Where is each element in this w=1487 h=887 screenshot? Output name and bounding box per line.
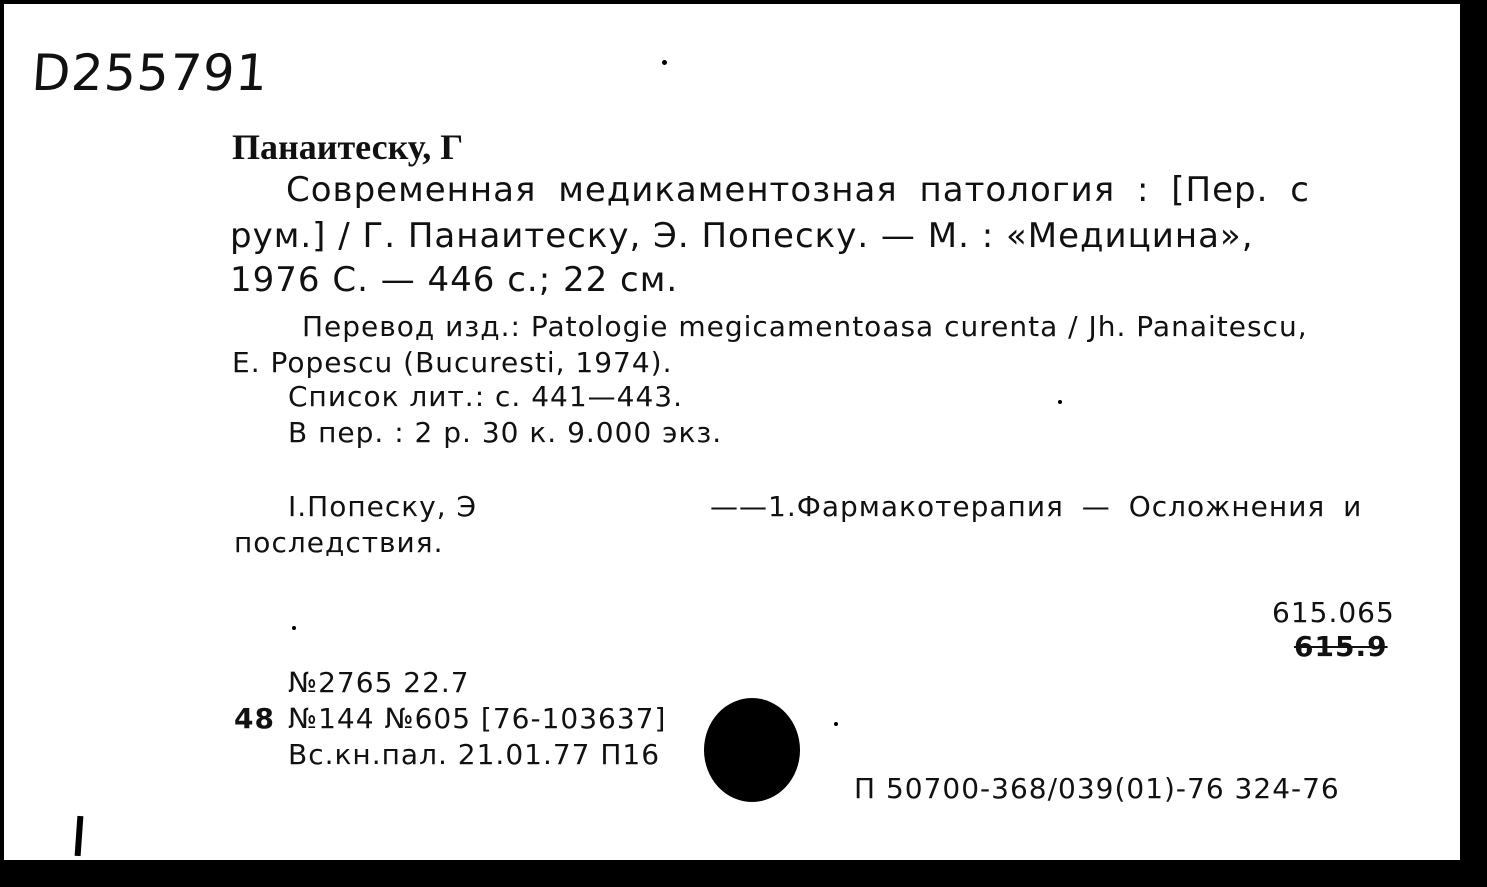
book-chamber-line: Вс.кн.пал. 21.01.77 П16 xyxy=(288,738,661,771)
translation-note-line-1: Перевод изд.: Patologie megicamentoasa curenta / Jh. Panaitescu, xyxy=(302,310,1308,343)
bibliography-note: Список лит.: с. 441—443. xyxy=(288,380,684,413)
added-entry: I.Попеску, Э xyxy=(288,490,478,523)
accession-number: D255791 xyxy=(29,44,271,102)
title-line-1: Современная медикаментозная патология : [Пер. с xyxy=(286,170,1310,210)
publisher-code: П 50700-368/039(01)-76 324-76 xyxy=(854,772,1340,805)
title-line-3: 1976 С. — 446 с.; 22 см. xyxy=(230,260,679,300)
price-note: В пер. : 2 р. 30 к. 9.000 экз. xyxy=(288,416,723,449)
card-numbers: №144 №605 [76-103637] xyxy=(288,702,667,735)
speck xyxy=(292,626,296,630)
translation-note-line-2: E. Popescu (Bucuresti, 1974). xyxy=(232,346,673,379)
speck xyxy=(834,722,838,726)
author-heading: Панаитеску, Г xyxy=(232,127,464,167)
speck xyxy=(662,60,667,65)
card-prefix: 48 xyxy=(234,702,275,735)
classification-struck: 615.9 xyxy=(1294,630,1388,663)
margin-mark xyxy=(75,816,84,856)
speck xyxy=(1058,400,1062,404)
classification-number: 615.065 xyxy=(1272,596,1395,629)
subject-line-2: последствия. xyxy=(234,526,444,559)
punch-hole xyxy=(704,698,800,802)
subject-line-1: ——1.Фармакотерапия — Осложнения и xyxy=(710,490,1363,523)
title-line-2: рум.] / Г. Панаитеску, Э. Попеску. — М. : «Медицина», xyxy=(230,216,1254,256)
order-number: №2765 22.7 xyxy=(288,666,470,699)
